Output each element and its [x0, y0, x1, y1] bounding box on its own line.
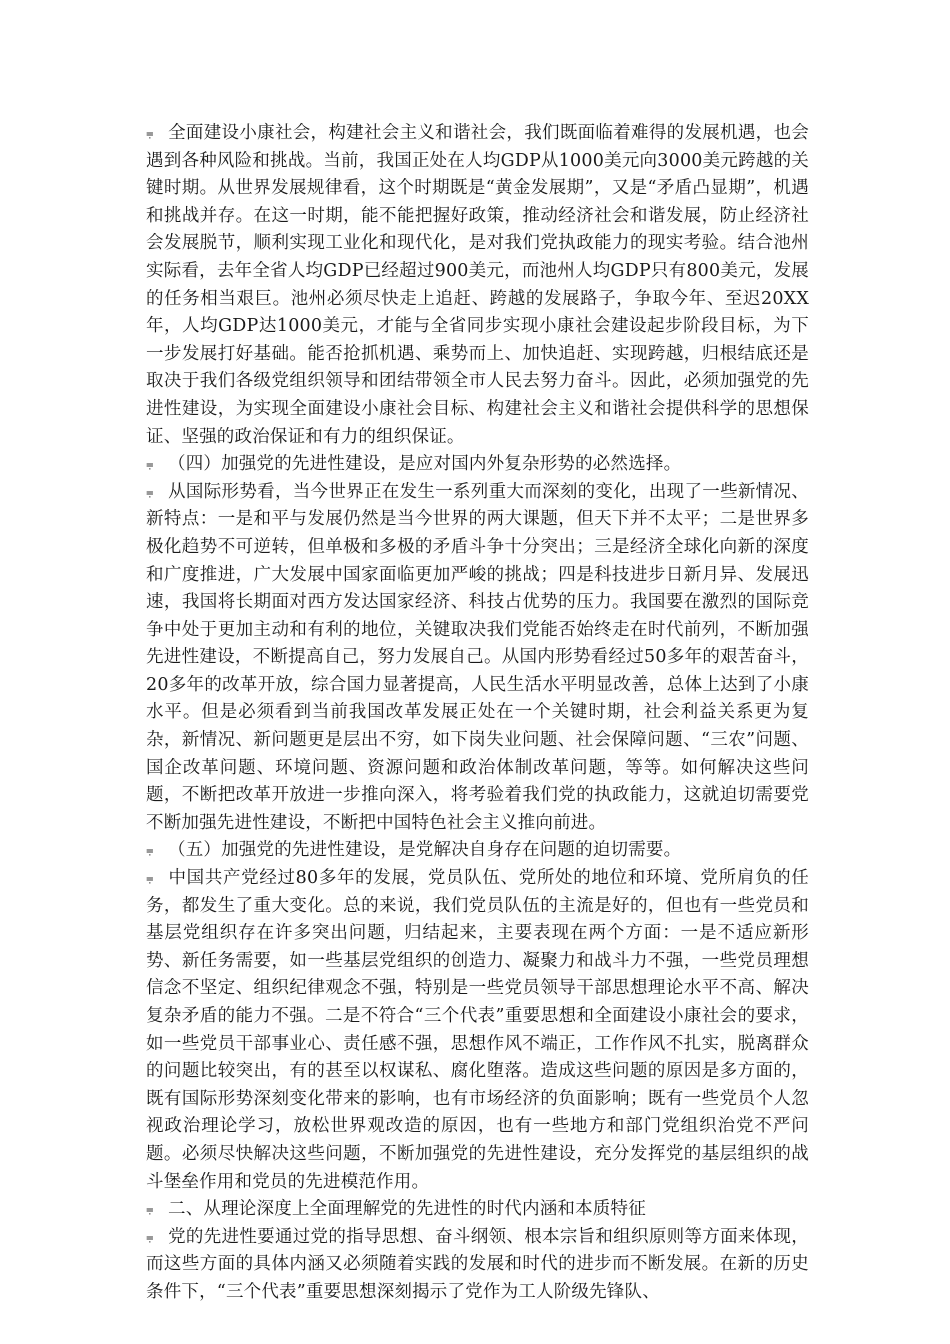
paragraph-marker-icon: ⩦ — [146, 871, 154, 887]
section-heading: 二、从理论深度上全面理解党的先进性的时代内涵和本质特征 — [168, 1199, 646, 1220]
paragraph-marker-icon: ⩦ — [146, 1229, 154, 1245]
paragraph-text: 从国际形势看，当今世界正在发生一系列重大而深刻的变化，出现了一些新情况、新特点：一是和平与发展仍然是当今世界的两大课题，但天下并不太平；二是世界多极化趋势不可逆转，但单极和多极的矛盾斗争十分突出；三是经济全球化向新的深度和广度推进，广大发展中国家面临更加严峻的挑战；四是科技进步日新月异、发展迅速，我国将长期面对西方发达国家经济、科技占优势的压力。我国要在激烈的国际竞争中处于更加主动和有利的地位，关键取决我们党能否始终走在时代前列，不断加强先进性建设，不断提高自己，努力发展自己。从国内形势看经过50多年的艰苦奋斗，20多年的改革开放，综合国力显著提高，人民生活水平明显改善，总体上达到了小康水平。但是必须看到当前我国改革发展正处在一个关键时期，社会利益关系更为复杂，新情况、新问题更是层出不穷，如下岗失业问题、社会保障问题、“三农”问题、国企改革问题、环境问题、资源问题和政治体制改革问题，等等。如何解决这些问题，不断把改革开放进一步推向深入，将考验着我们党的执政能力，这就迫切需要党不断加强先进性建设，不断把中国特色社会主义推向前进。 — [146, 481, 809, 833]
document-body — [146, 120, 809, 1307]
paragraph-marker-icon: ⩦ — [146, 457, 154, 473]
paragraph-text: 全面建设小康社会，构建社会主义和谐社会，我们既面临着难得的发展机遇，也会遇到各种风险和挑战。当前，我国正处在人均GDP从1000美元向3000美元跨越的关键时期。从世界发展规律看，这个时期既是“黄金发展期”，又是“矛盾凸显期”，机遇和挑战并存。在这一时期，能不能把握好政策，推动经济社会和谐发展，防止经济社会发展脱节，顺利实现工业化和现代化，是对我们党执政能力的现实考验。结合池州实际看，去年全省人均GDP已经超过900美元，而池州人均GDP只有800美元，发展的任务相当艰巨。池州必须尽快走上追赶、跨越的发展路子，争取今年、至迟20XX年，人均GDP达1000美元，才能与全省同步实现小康社会建设起步阶段目标，为下一步发展打好基础。能否抢抓机遇、乘势而上、加快追赶、实现跨越，归根结底还是取决于我们各级党组织领导和团结带领全市人民去努力奋斗。因此，必须加强党的先进性建设，为实现全面建设小康社会目标、构建社会主义和谐社会提供科学的思想保证、坚强的政治保证和有力的组织保证。 — [146, 123, 809, 447]
paragraph-4 — [146, 837, 809, 865]
paragraph-5 — [146, 865, 809, 1196]
paragraph-marker-icon: ⩦ — [146, 484, 154, 500]
paragraph-6 — [146, 1196, 809, 1224]
paragraph-text: 党的先进性要通过党的指导思想、奋斗纲领、根本宗旨和组织原则等方面来体现，而这些方面的具体内涵又必须随着实践的发展和时代的进步而不断发展。在新的历史条件下，“三个代表”重要思想深刻揭示了党作为工人阶级先锋队、 — [146, 1226, 809, 1302]
paragraph-1 — [146, 120, 809, 451]
paragraph-7 — [146, 1224, 809, 1307]
paragraph-marker-icon: ⩦ — [146, 126, 154, 141]
paragraph-3 — [146, 479, 809, 838]
paragraph-2 — [146, 451, 809, 479]
section-heading: （四）加强党的先进性建设，是应对国内外复杂形势的必然选择。 — [168, 454, 682, 475]
paragraph-text: 中国共产党经过80多年的发展，党员队伍、党所处的地位和环境、党所肩负的任务，都发生了重大变化。总的来说，我们党员队伍的主流是好的，但也有一些党员和基层党组织存在许多突出问题，归结起来，主要表现在两个方面：一是不适应新形势、新任务需要，如一些基层党组织的创造力、凝聚力和战斗力不强，一些党员理想信念不坚定、组织纪律观念不强，特别是一些党员领导干部思想理论水平不高、解决复杂矛盾的能力不强。二是不符合“三个代表”重要思想和全面建设小康社会的要求，如一些党员干部事业心、责任感不强，思想作风不端正，工作作风不扎实，脱离群众的问题比较突出，有的甚至以权谋私、腐化堕落。造成这些问题的原因是多方面的，既有国际形势深刻变化带来的影响，也有市场经济的负面影响；既有一些党员个人忽视政治理论学习，放松世界观改造的原因，也有一些地方和部门党组织治党不严问题。必须尽快解决这些问题，不断加强党的先进性建设，充分发挥党的基层组织的战斗堡垒作用和党员的先进模范作用。 — [146, 868, 809, 1192]
section-heading: （五）加强党的先进性建设，是党解决自身存在问题的迫切需要。 — [168, 840, 682, 861]
paragraph-marker-icon: ⩦ — [146, 843, 154, 859]
paragraph-marker-icon: ⩦ — [146, 1202, 154, 1218]
